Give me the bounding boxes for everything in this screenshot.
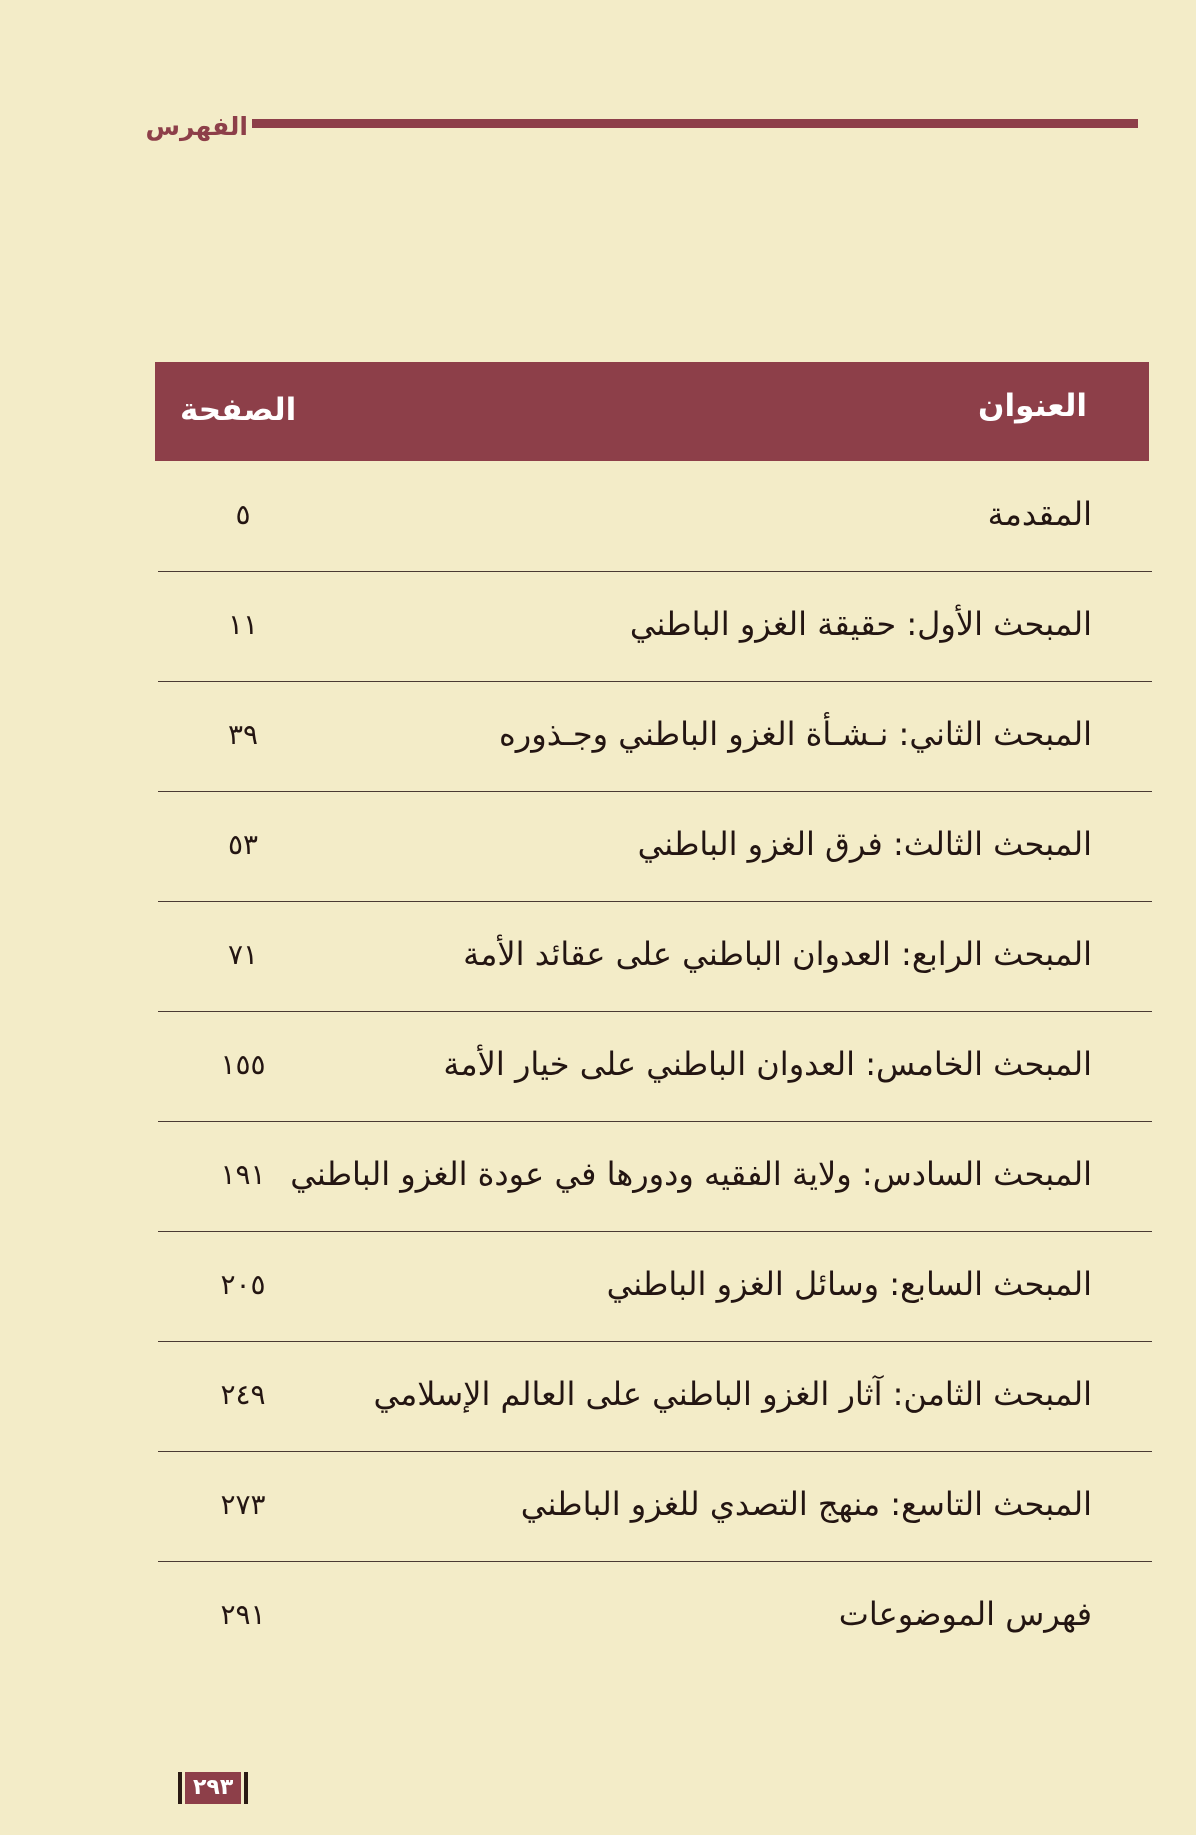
page-number-bar-right [244, 1772, 248, 1804]
toc-entry-page: ٢٤٩ [220, 1378, 266, 1411]
toc-row[interactable] [158, 461, 1152, 572]
toc-row[interactable] [158, 1011, 1152, 1122]
toc-entry-title: فهرس الموضوعات [838, 1595, 1092, 1633]
toc-entry-title: المبحث الأول: حقيقة الغزو الباطني [629, 605, 1092, 643]
toc-row[interactable] [158, 1121, 1152, 1232]
page-number-badge [178, 1771, 248, 1805]
toc-entry-title: المبحث الرابع: العدوان الباطني على عقائد الأمة [463, 935, 1092, 973]
toc-entry-page: ١٥٥ [220, 1048, 266, 1081]
toc-row[interactable] [158, 1561, 1152, 1671]
toc-entry-title: المبحث الثاني: نـشـأة الغزو الباطني وجـذوره [499, 715, 1092, 753]
toc-entry-page: ١٩١ [220, 1158, 266, 1191]
page-number: ٢٩٣ [185, 1772, 241, 1804]
toc-row[interactable] [158, 1341, 1152, 1452]
toc-entry-page: ٧١ [227, 938, 259, 971]
toc-row[interactable] [158, 681, 1152, 792]
column-header-title: العنوان [978, 388, 1087, 424]
header-rule [252, 119, 1138, 128]
toc-entry-title: المبحث الخامس: العدوان الباطني على خيار الأمة [443, 1045, 1092, 1083]
toc-table-header [155, 362, 1149, 461]
toc-entry-page: ١١ [227, 608, 259, 641]
toc-entry-page: ٣٩ [227, 718, 259, 751]
column-header-page: الصفحة [180, 392, 297, 428]
running-header-title: الفهرس [145, 112, 248, 141]
toc-row[interactable] [158, 901, 1152, 1012]
toc-entry-title: المبحث السادس: ولاية الفقيه ودورها في عودة الغزو الباطني [290, 1155, 1092, 1193]
toc-row[interactable] [158, 1451, 1152, 1562]
toc-entry-title: المبحث التاسع: منهج التصدي للغزو الباطني [520, 1485, 1092, 1523]
toc-row[interactable] [158, 791, 1152, 902]
toc-entry-page: ٢٧٣ [220, 1488, 266, 1521]
toc-entry-page: ٥ [235, 498, 251, 531]
toc-entry-page: ٢٩١ [220, 1598, 266, 1631]
toc-entry-title: المبحث الثامن: آثار الغزو الباطني على العالم الإسلامي [373, 1375, 1092, 1413]
toc-entry-title: المبحث الثالث: فرق الغزو الباطني [637, 825, 1092, 863]
toc-entry-page: ٢٠٥ [220, 1268, 266, 1301]
toc-entry-title: المقدمة [987, 495, 1092, 533]
toc-entry-title: المبحث السابع: وسائل الغزو الباطني [606, 1265, 1092, 1303]
toc-row[interactable] [158, 571, 1152, 682]
toc-entry-page: ٥٣ [227, 828, 259, 861]
toc-row[interactable] [158, 1231, 1152, 1342]
page-number-bar-left [178, 1772, 182, 1804]
